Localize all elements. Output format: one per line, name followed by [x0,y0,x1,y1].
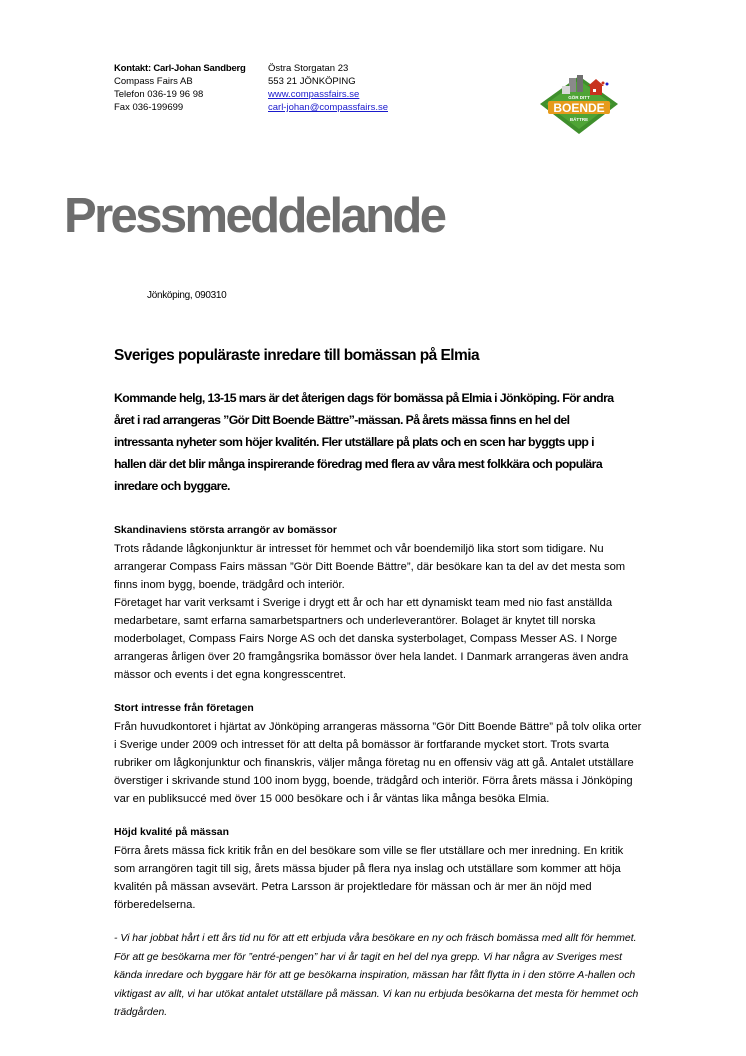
address-block [268,62,388,114]
contact-block [114,62,246,114]
logo-main-text: BOENDE [553,101,605,115]
section-heading: Stort intresse från företagen [114,703,254,714]
lead-paragraph: Kommande helg, 13-15 mars är det återigen dags för bomässa på Elmia i Jönköping. För andra året i rad arrangeras ”Gör Ditt Boende Bättre”-mässan. På årets mässa finns en hel del intressanta nyheter som höjer kvalitén. Fler utställare på plats och en scen har byggts upp i hallen där det blir många inspirerande föredrag med flera av våra mest folkkära och populära inredare och byggare. [114,391,614,493]
logo-sub-text: BÄTTRE [569,117,589,122]
dateline: Jönköping, 090310 [147,290,227,301]
postal-city: 553 21 JÖNKÖPING [268,76,356,87]
contact-name: Kontakt: Carl-Johan Sandberg [114,63,246,74]
section-heading: Höjd kvalité på mässan [114,827,229,838]
logo-top-text: GÖR DITT [568,95,590,100]
contact-phone: Telefon 036-19 96 98 [114,89,204,100]
body-text [114,522,644,1023]
headline: Sveriges populäraste inredare till bomässan på Elmia [114,347,480,364]
page-title: Pressmeddelande [64,189,445,243]
contact-fax: Fax 036-199699 [114,102,184,113]
street-address: Östra Storgatan 23 [268,63,349,74]
section-heading: Skandinaviens största arrangör av bomässor [114,525,337,536]
contact-company: Compass Fairs AB [114,76,193,87]
paragraph: Företaget har varit verksamt i Sverige i drygt ett år och har ett dynamiskt team med nio fast anställda medarbetare, samt erfarna samarbetspartners och underleverantörer. Bolaget är knytet till norska moderbolaget, Compass Fairs Norge AS och det danska systerbolaget, Compass Messer AS. I Norge arrangeras årligen över 20 framgångsrika bomässor över hela landet. I Danmark arrangeras även andra mässor och events i det egna kongresscentret. [114,597,629,681]
paragraph: Trots rådande lågkonjunktur är intresset för hemmet och vår boendemiljö lika stort som tidigare. Nu arrangerar Compass Fairs mässan ”Gör Ditt Boende Bättre”, där besökare kan ta del av det mesta som finns inom bygg, boende, trädgård och interiör. [114,543,626,591]
boende-logo [536,72,622,136]
email-link[interactable]: carl-johan@compassfairs.se [268,102,388,113]
quote-paragraph: - Vi har jobbat hårt i ett års tid nu för att ett erbjuda våra besökare en ny och fräsch bomässa med allt för hemmet. För att ge besökarna mer för ”entré-pengen” har vi år tagit en hel del nya grepp. Vi har några av Sveriges mest kända inredare och byggare här för att ge besökarna inspiration, mässan har fått flytta in i den större A-hallen och viktigast av allt, vi har utökat antalet utställare på mässan. Vi kan nu erbjuda besökarna det mesta för hemmet och trädgården. [114,933,639,1018]
paragraph: Från huvudkontoret i hjärtat av Jönköping arrangeras mässorna ”Gör Ditt Boende Bättre” på tolv olika orter i Sverige under 2009 och intresset för att delta på bomässor är fortfarande mycket stort. Trots svarta rubriker om lågkonjunktur och finanskris, väljer många företag nu en offensiv väg att gå. Antalet utställare överstiger i skrivande stund 100 inom bygg, boende, trädgård och interiör. Förra årets mässa i Jönköping var en publiksuccé med över 15 000 besökare och i år väntas lika många besöka Elmia. [114,721,642,805]
paragraph: Förra årets mässa fick kritik från en del besökare som ville se fler utställare och mer inredning. En kritik som arrangören tagit till sig, årets mässa bjuder på flera nya inslag och utställare som kommer att höja kvalitén på mässan avsevärt. Petra Larsson är projektledare för mässan och är mer än nöjd med förberedelserna. [114,845,624,911]
website-link[interactable]: www.compassfairs.se [268,89,360,100]
